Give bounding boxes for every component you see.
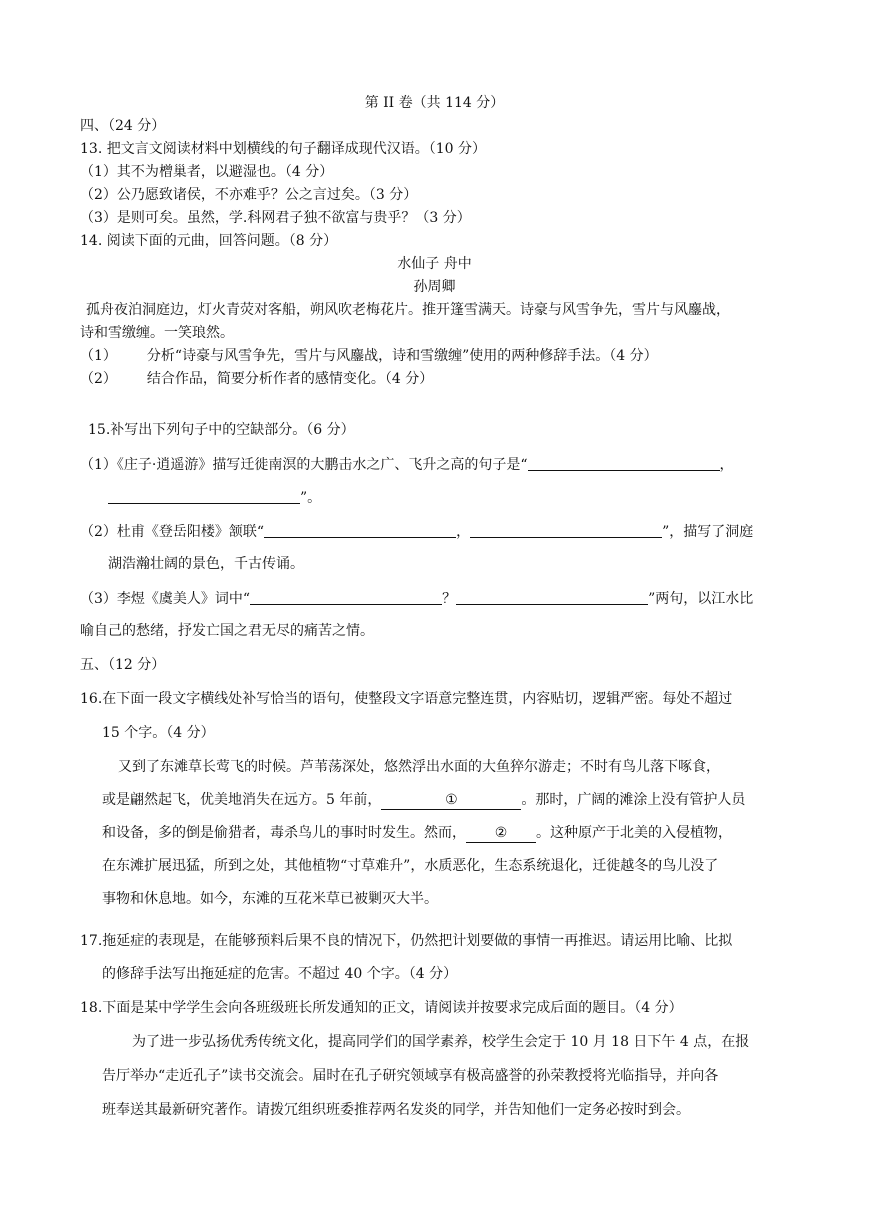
q14-sub1-text: 分析“诗豪与风雪争先，雪片与风鏖战，诗和雪缴缠”使用的两种修辞手法。（4 分）	[146, 348, 658, 364]
q14-sub2	[80, 369, 433, 389]
q16-passage-line5: 事物和休息地。如今，东滩的互花米草已被剿灭大半。	[102, 891, 438, 907]
q15-stem: 15.补写出下列句子中的空缺部分。（6 分）	[88, 422, 355, 438]
poem-line-1: 孤舟夜泊洞庭边，灯火青荧对客船，朔风吹老梅花片。推开篷雪满天。诗豪与风雪争先，雪片与风鏖战，	[86, 302, 730, 318]
q14-sub2-text: 结合作品，简要分析作者的感情变化。（4 分）	[146, 371, 434, 387]
poem-author: 孙周卿	[413, 279, 456, 295]
answer-blank[interactable]	[108, 489, 300, 504]
answer-blank-1[interactable]: ①	[381, 791, 521, 810]
part-title: 第 II 卷（共 114 分）	[364, 95, 505, 111]
q16-passage-line1: 又到了东滩草长莺飞的时候。芦苇荡深处，悠然浮出水面的大鱼猝尔游走；不时有鸟儿落下啄食，	[118, 759, 720, 775]
answer-blank[interactable]	[528, 456, 720, 471]
q15-sub3-line2: 喻自己的愁绪，抒发亡国之君无尽的痛苦之情。	[80, 623, 374, 639]
poem-title: 水仙子 舟中	[397, 256, 472, 272]
q16-passage-line3: 和设备，多的倒是偷猎者，毒杀鸟儿的事时时发生。然而， ② 。这种原产于北美的入侵植物，	[102, 825, 732, 841]
q16-stem-line1: 16.在下面一段文字横线处补写恰当的语句，使整段文字语意完整连贯，内容贴切，逻辑严密。每处不超过	[80, 691, 733, 707]
q14-sub1-number: （1）	[80, 348, 117, 364]
q15-sub1-line2: ”。	[108, 487, 321, 508]
q13-sub1: （1）其不为橧巢者，以避湿也。（4 分）	[80, 164, 334, 180]
q16-passage-line2: 或是翩然起飞，优美地消失在远方。5 年前， ① 。那时，广阔的滩涂上没有管护人员	[102, 792, 746, 808]
q16-passage-line4: 在东滩扩展迅猛，所到之处，其他植物“寸草难升”，水质恶化，生态系统退化，迁徙越冬的鸟儿没了	[102, 858, 719, 874]
q16-stem-line2: 15 个字。（4 分）	[102, 725, 215, 741]
section-5-heading: 五、（12 分）	[80, 657, 166, 673]
answer-blank[interactable]	[250, 590, 442, 605]
section-4-heading: 四、（24 分）	[80, 118, 166, 134]
q15-sub2-line2: 湖浩瀚壮阔的景色，千古传诵。	[108, 556, 304, 572]
q13-stem: 13. 把文言文阅读材料中划横线的句子翻译成现代汉语。（10 分）	[80, 141, 486, 157]
q17-line1: 17.拖延症的表现是，在能够预料后果不良的情况下，仍然把计划要做的事情一再推迟。请运用比喻、比拟	[80, 933, 733, 949]
q17-line2: 的修辞手法写出拖延症的危害。不超过 40 个字。（4 分）	[102, 966, 458, 982]
q13-sub2: （2）公乃愿致诸侯，不亦难乎？公之言过矣。（3 分）	[80, 187, 418, 203]
q18-notice-line2: 告厅举办“走近孔子”读书交流会。届时在孔子研究领域享有极高盛誉的孙荣教授将光临指导，并向各	[102, 1068, 719, 1084]
answer-blank[interactable]	[470, 523, 662, 538]
q18-stem: 18.下面是某中学学生会向各班级班长所发通知的正文，请阅读并按要求完成后面的题目。（4 分）	[80, 1000, 683, 1016]
answer-blank[interactable]	[264, 523, 456, 538]
q18-notice-line1: 为了进一步弘扬优秀传统文化，提高同学们的国学素养，校学生会定于 10 月 18 日下午 4 点，在报	[132, 1034, 750, 1050]
q13-sub3: （3）是则可矣。虽然，学.科网君子独不欲富与贵乎？（3 分）	[80, 210, 471, 226]
q15-sub1-line1: （1）《庄子·逍遥游》描写迁徙南溟的大鹏击水之广、飞升之高的句子是“ ，	[80, 457, 734, 473]
q14-sub2-number: （2）	[80, 371, 117, 387]
q15-sub2-line1: （2）杜甫《登岳阳楼》颔联“ ， ”，描写了洞庭	[80, 524, 754, 540]
q14-stem: 14. 阅读下面的元曲，回答问题。（8 分）	[80, 233, 338, 249]
answer-blank[interactable]	[456, 590, 648, 605]
answer-blank-2[interactable]: ②	[466, 824, 536, 843]
q15-sub3-line1: （3）李煜《虞美人》词中“ ？ ”两句，以江水比	[80, 591, 754, 607]
q18-notice-line3: 班奉送其最新研究著作。请拨冗组织班委推荐两名发炎的同学，并告知他们一定务必按时到会。	[102, 1102, 690, 1118]
poem-line-2: 诗和雪缴缠。一笑琅然。	[80, 325, 234, 341]
q14-sub1	[80, 346, 658, 366]
